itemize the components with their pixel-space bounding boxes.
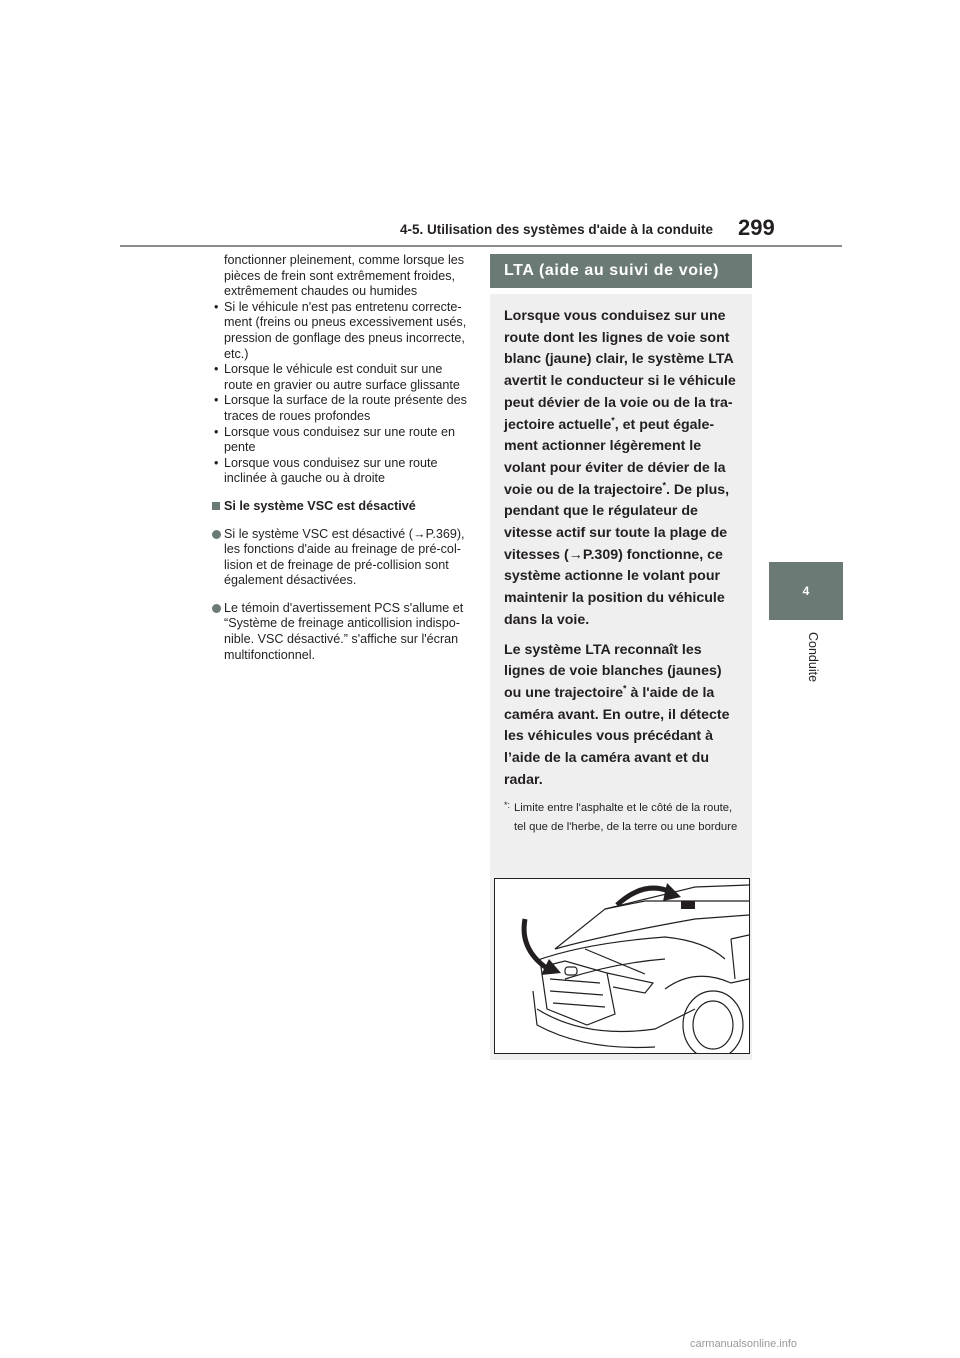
list-item: • Lorsque vous conduisez sur une route inclinée à gauche ou à droite — [214, 455, 438, 486]
footnote: *: Limite entre l'asphalte et le côté de la route, tel que de l'herbe, de la terre ou une bordure — [504, 800, 738, 834]
continued-text: fonctionner pleinement, comme lorsque les pièces de frein sont extrêmement froides, extrêmement chaudes ou humides — [224, 253, 465, 299]
chapter-label: Conduite — [806, 632, 820, 683]
right-column — [490, 254, 752, 834]
subheading: Si le système VSC est désactivé — [212, 499, 474, 515]
lta-paragraph-1: Lorsque vous conduisez sur une route dont les lignes de voie sont blanc (jaune) clair, le système LTA avertit le conducteur si le véhicule peut dévier de la voie ou de la tra-jectoire actuelle*, et peut égale-ment actionner légèrement le volant pour éviter de dévier de la voie ou de la trajectoire*. De plus, pendant que le régulateur de vitesse actif sur toute la plage de vitesses (→P.309) fonctionne, ce système actionne le volant pour maintenir la position du véhicule dans la voie. — [504, 308, 736, 628]
left-column — [212, 253, 474, 663]
watermark: carmanualsonline.info — [690, 1338, 798, 1350]
list-item: Le témoin d'avertissement PCS s'allume et “Système de freinage anticollision indispo-nible. VSC désactivé.” s'affiche sur l'écran multifonctionnel. — [212, 601, 474, 663]
header-rule — [120, 245, 842, 247]
vehicle-drawing — [495, 879, 749, 1053]
list-item: Si le système VSC est désactivé (→P.369), les fonctions d'aide au freinage de pré-col-lision et de freinage de pré-collision sont également désactivées. — [212, 527, 474, 589]
page-number: 299 — [738, 215, 775, 240]
section-title: 4-5. Utilisation des systèmes d'aide à la conduite — [400, 222, 714, 237]
square-bullet-icon — [212, 502, 220, 510]
circle-bullet-icon — [212, 530, 221, 539]
list-item: • Lorsque la surface de la route présente des traces de roues profondes — [214, 393, 467, 423]
vehicle-camera-radar-illustration — [494, 878, 750, 1054]
lta-description-box — [490, 294, 752, 1060]
chapter-tab: 4 — [769, 562, 843, 620]
lta-paragraph-2: Le système LTA reconnaît les lignes de voie blanches (jaunes) ou une trajectoire* à l'aide de la caméra avant. En outre, il détecte les véhicules vous précédant à l’aide de la caméra avant et du radar. — [504, 641, 730, 788]
list-item: • Si le véhicule n'est pas entretenu correcte-ment (freins ou pneus excessivement usés, pression de gonflage des pneus incorrecte, etc.) — [214, 299, 467, 361]
page-header — [0, 210, 960, 250]
lta-title: LTA (aide au suivi de voie) — [490, 254, 752, 288]
circle-bullet-icon — [212, 604, 221, 613]
list-item: • Lorsque le véhicule est conduit sur une route en gravier ou autre surface glissante — [214, 362, 460, 392]
list-item: • Lorsque vous conduisez sur une route en pente — [214, 424, 456, 455]
